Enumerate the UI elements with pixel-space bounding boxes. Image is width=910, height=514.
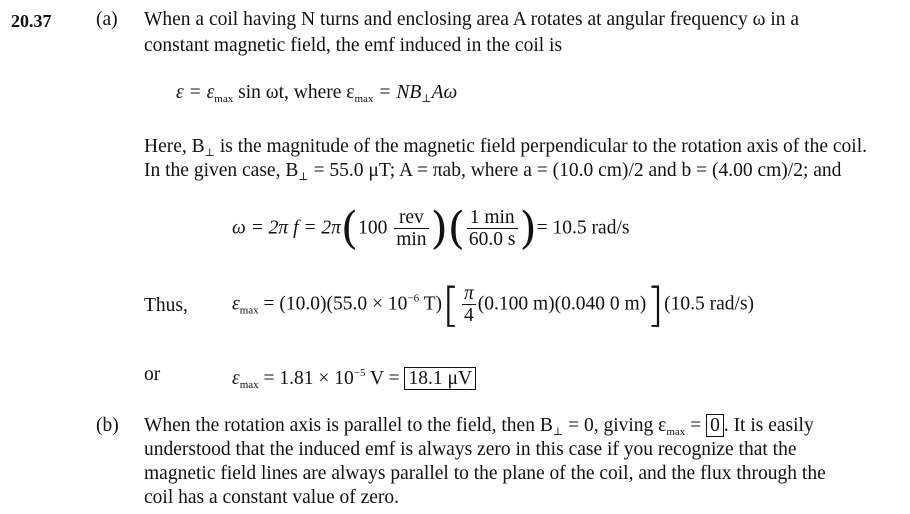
here-line-2 <box>144 159 841 189</box>
part-b-sub: max <box>666 426 686 438</box>
eq3-a: = (10.0)(55.0 × 10 <box>258 293 408 315</box>
part-b-label: (b) <box>96 415 119 436</box>
eq4-eps: ε <box>232 368 240 389</box>
eq1-sub2: max <box>354 93 374 105</box>
eq3-d: (10.5 rad/s) <box>664 293 755 315</box>
eq2-100: 100 <box>358 217 388 239</box>
min-per-sec <box>467 208 518 251</box>
answer-box-a: 18.1 μV <box>404 367 476 390</box>
emf-max-result <box>232 361 476 397</box>
eq1-perp: ⊥ <box>421 93 432 105</box>
here-1a: Here, B <box>144 136 205 157</box>
emf-equation <box>176 81 457 111</box>
eq2-60s: 60.0 s <box>468 228 516 250</box>
part-b-line-4: coil has a constant value of zero. <box>144 487 400 508</box>
eq1-sub: max <box>214 93 234 105</box>
here-2b: = 55.0 μT; A = πab, where a = (10.0 cm)/2 and b = (4.00 cm)/2; and <box>308 160 842 181</box>
eq3-pi: π <box>463 282 474 304</box>
problem-number: 20.37 <box>11 11 52 31</box>
part-a-label: (a) <box>96 9 118 30</box>
eq4-exp: −5 <box>353 367 366 379</box>
here-1b: is the magnitude of the magnetic field perpendicular to the rotation axis of the coil. <box>215 136 867 157</box>
eq2-1min: 1 min <box>467 208 518 229</box>
eq3-exp: −6 <box>407 292 420 305</box>
omega-equation <box>232 203 630 254</box>
eq2-rev: rev <box>394 208 428 229</box>
open-paren-2: ( <box>447 203 465 254</box>
eq2-end: = 10.5 rad/s <box>536 217 630 239</box>
open-paren: ( <box>340 203 359 254</box>
eq4-b: V = <box>365 368 405 389</box>
eq2-start: ω = 2π f = 2π <box>232 217 341 239</box>
eq1-right: = NB <box>373 82 422 103</box>
eq4-a: = 1.81 × 10 <box>258 368 354 389</box>
pi-over-4 <box>462 284 476 327</box>
rev-per-min <box>394 208 428 251</box>
part-b-1c: = <box>685 415 707 436</box>
close-paren: ) <box>430 203 448 254</box>
thus-label: Thus, <box>144 295 188 316</box>
part-b-1d: . It is easily <box>723 415 814 436</box>
part-b-line-2: understood that the induced emf is always zero in this case if you recognize that the <box>144 439 797 460</box>
eq3-eps: ε <box>232 293 240 315</box>
part-a-intro-line-2: constant magnetic field, the emf induced in the coil is <box>144 35 563 56</box>
eq3-sub: max <box>239 304 259 317</box>
eq2-min: min <box>396 228 427 250</box>
eq1-left: ε = ε <box>176 82 215 103</box>
emf-max-calculation <box>232 278 755 332</box>
part-b-line-3: magnetic field lines are always parallel to the plane of the coil, and the flux through the <box>144 463 826 484</box>
part-a-intro-line-1: When a coil having N turns and enclosing area A rotates at angular frequency ω in a <box>144 9 800 30</box>
here-2a: In the given case, B <box>144 160 299 181</box>
eq3-4: 4 <box>464 304 474 326</box>
part-b-1b: = 0, giving ε <box>563 415 667 436</box>
eq4-sub: max <box>239 379 259 391</box>
perp-2: ⊥ <box>298 171 309 183</box>
or-label: or <box>144 364 161 385</box>
answer-box-b: 0 <box>706 414 724 437</box>
eq1-end: Aω <box>431 82 458 103</box>
eq3-c: (0.100 m)(0.040 0 m) <box>477 293 647 315</box>
close-paren-2: ) <box>519 203 537 254</box>
close-bracket: ] <box>646 278 665 332</box>
eq3-b: T) <box>419 293 443 315</box>
open-bracket: [ <box>442 278 460 332</box>
perp-3: ⊥ <box>552 426 564 438</box>
part-b-1a: When the rotation axis is parallel to the field, then B <box>144 415 553 436</box>
perp-1: ⊥ <box>204 147 216 159</box>
eq1-mid: sin ωt, where ε <box>233 82 355 103</box>
